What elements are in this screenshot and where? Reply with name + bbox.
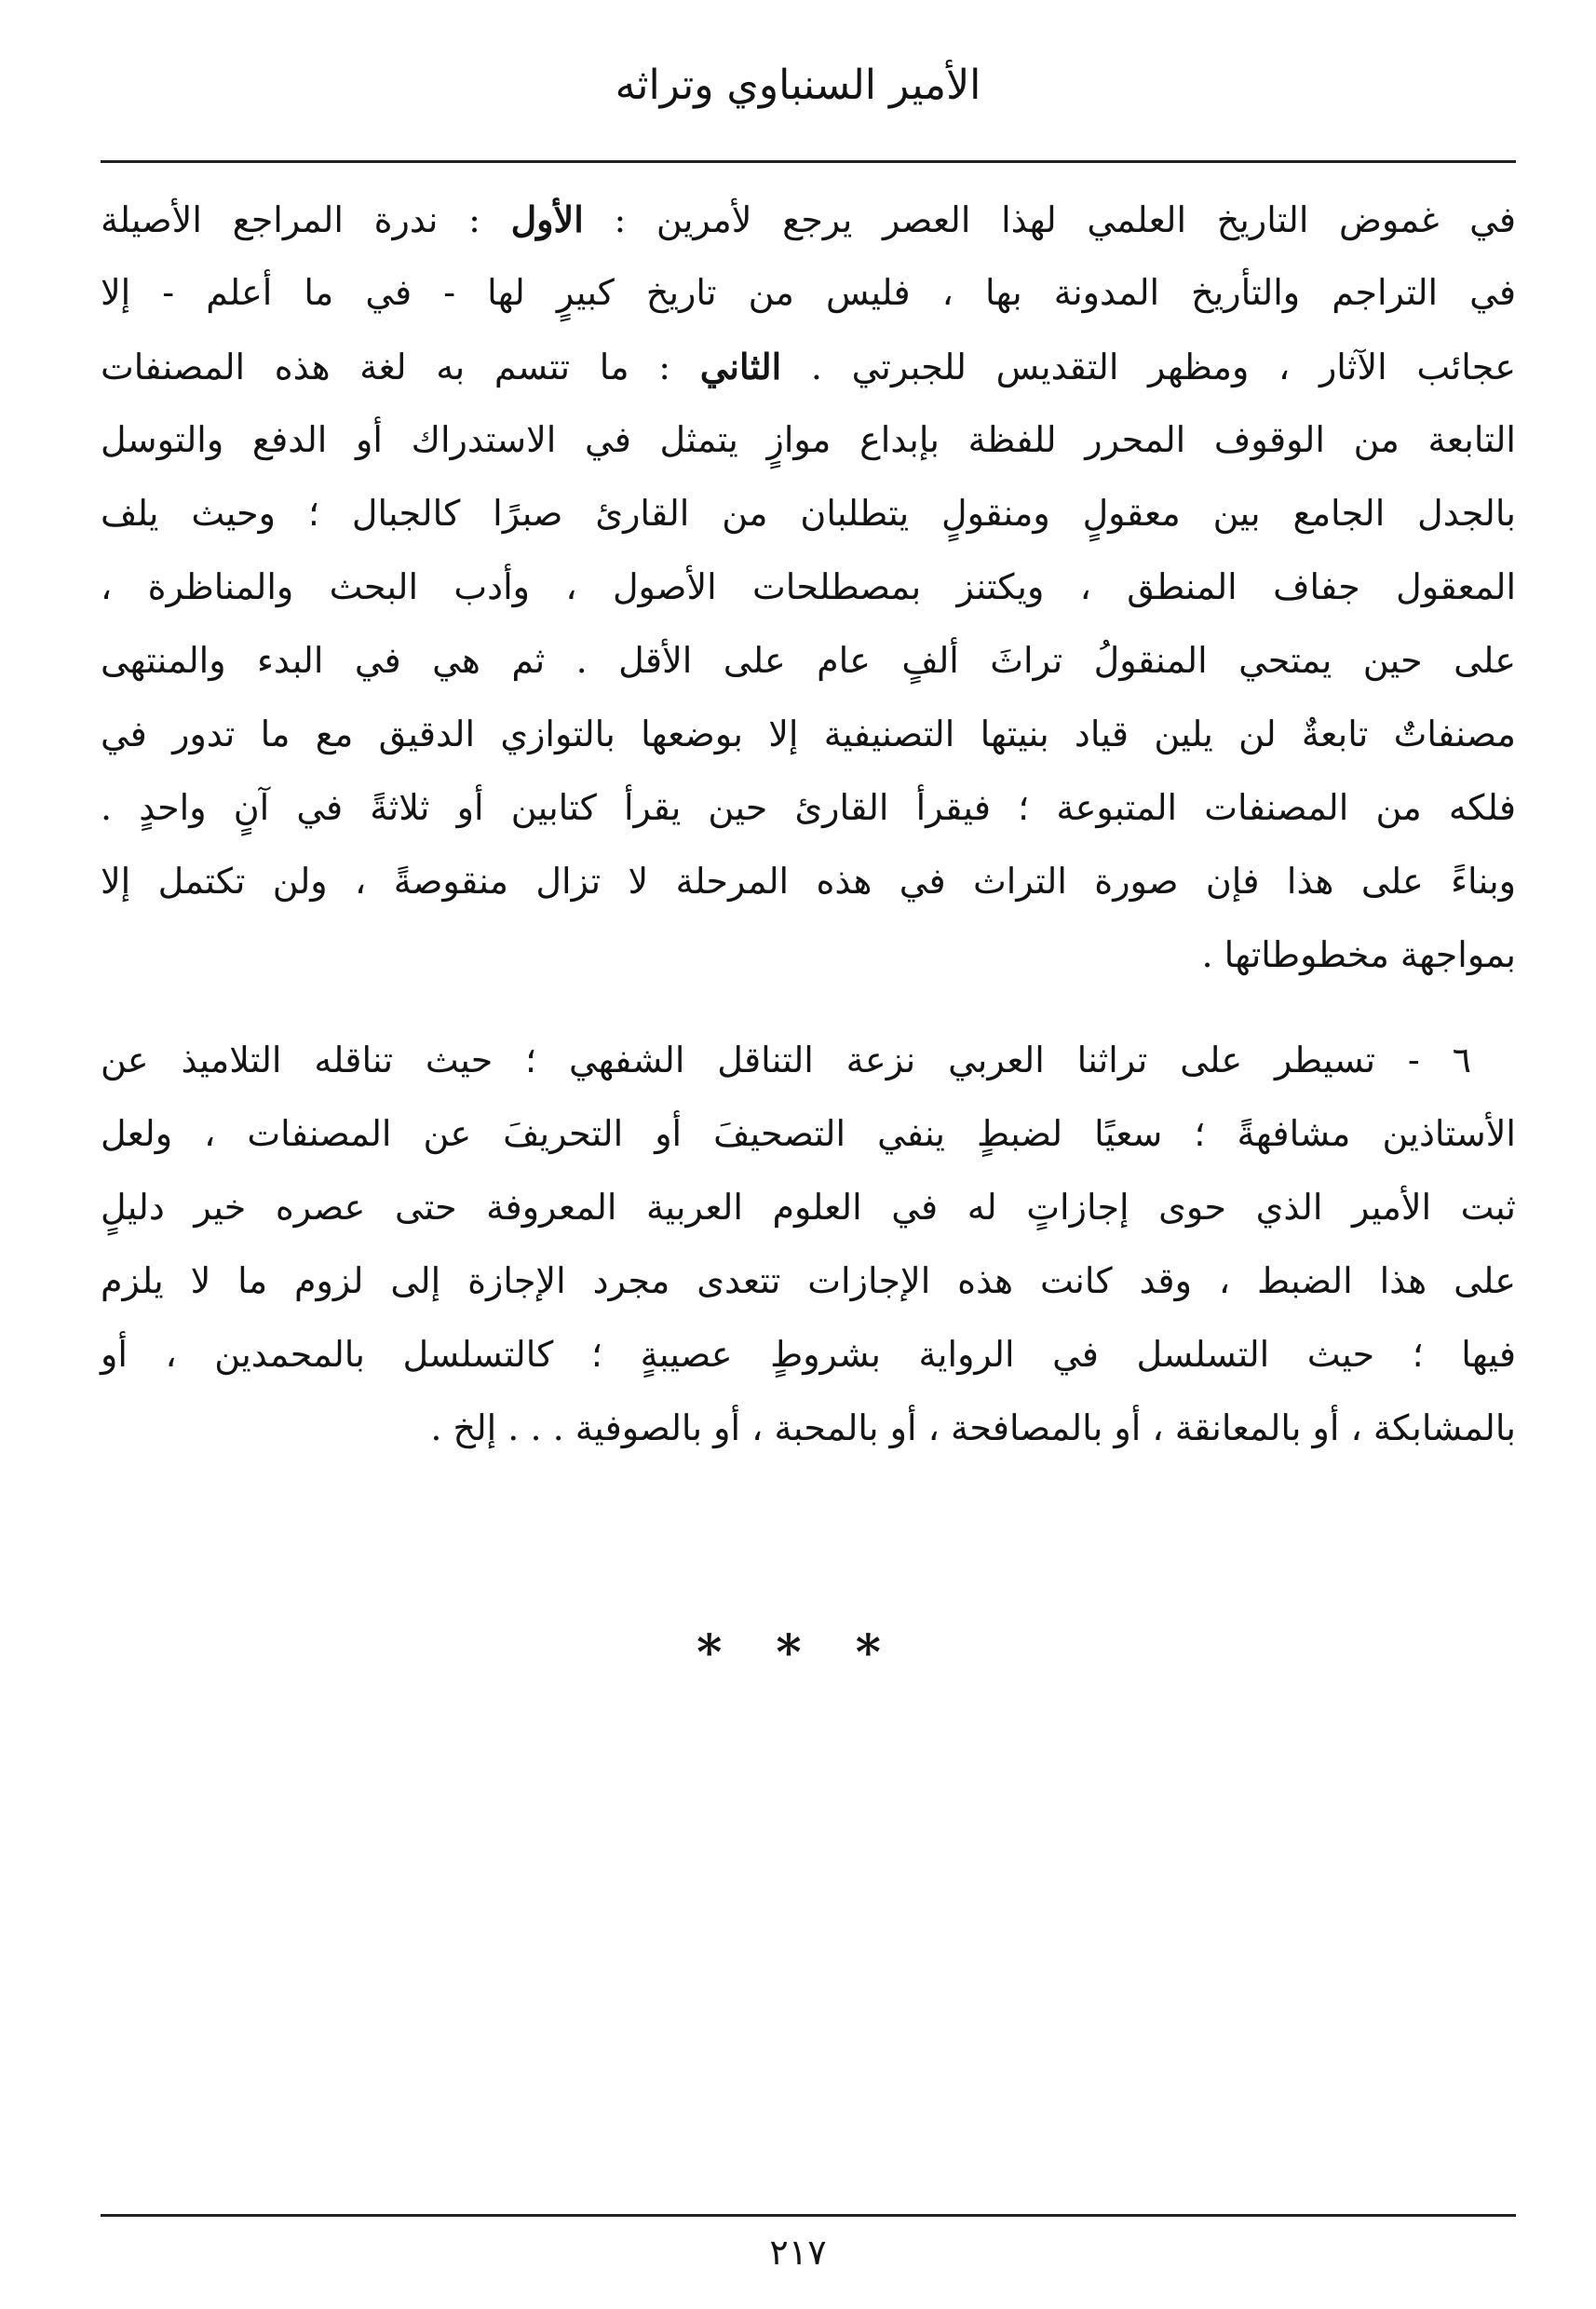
header-rule [101, 160, 1516, 163]
bold-term-second: الثاني [699, 346, 782, 387]
footer-rule [101, 2214, 1516, 2217]
paragraph-2 [101, 1024, 1516, 1465]
text-line: ثبت الأمير الذي حوى إجازاتٍ له في العلوم العربية المعروفة حتى عصره خير دليلٍ [101, 1187, 1516, 1228]
bold-term-first: الأول [510, 198, 584, 240]
text-line: التابعة من الوقوف المحرر للفظة بإبداع موازٍ يتمثل في الاستدراك أو الدفع والتوسل [101, 419, 1516, 460]
text-line: فلكه من المصنفات المتبوعة ؛ فيقرأ القارئ حين يقرأ كتابين أو ثلاثةً في آنٍ واحدٍ . [101, 787, 1516, 828]
text-line [101, 183, 1516, 256]
text-line: وبناءً على هذا فإن صورة التراث في هذه المرحلة لا تزال منقوصةً ، ولن تكتمل إلا [101, 861, 1516, 902]
text-line: ٦ - تسيطر على تراثنا العربي نزعة التناقل الشفهي ؛ حيث تناقله التلاميذ عن [101, 1039, 1471, 1080]
text-run: : ما تتسم به لغة هذه المصنفات [101, 346, 700, 387]
text-line: مصنفاتٌ تابعةٌ لن يلين قياد بنيتها التصنيفية إلا بوضعها بالتوازي الدقيق مع ما تدور في [101, 713, 1516, 754]
text-run: : ندرة المراجع الأصيلة [101, 199, 511, 240]
paragraph-spacer [101, 992, 1516, 1024]
section-break-asterisks: * * * [697, 1624, 899, 1681]
paragraph-1 [101, 183, 1516, 992]
page-number: ٢١٧ [769, 2232, 827, 2273]
text-line [101, 330, 1516, 403]
page-body [101, 183, 1516, 1465]
text-line: على حين يمتحي المنقولُ تراثَ ألفٍ عام على الأقل . ثم هي في البدء والمنتهى [101, 640, 1516, 681]
text-line: الأستاذين مشافهةً ؛ سعيًا لضبطٍ ينفي التصحيفَ أو التحريفَ عن المصنفات ، ولعل [101, 1113, 1516, 1154]
text-line: بالمشابكة ، أو بالمعانقة ، أو بالمصافحة ، أو بالمحبة ، أو بالصوفية . . . إلخ . [430, 1407, 1516, 1448]
text-line: على هذا الضبط ، وقد كانت هذه الإجازات تتعدى مجرد الإجازة إلى لزوم ما لا يلزم [101, 1260, 1516, 1301]
running-title: الأمير السنباوي وتراثه [615, 61, 981, 109]
text-line: بالجدل الجامع بين معقولٍ ومنقولٍ يتطلبان من القارئ صبرًا كالجبال ؛ وحيث يلف [101, 493, 1516, 534]
text-run: في غموض التاريخ العلمي لهذا العصر يرجع لأمرين : [583, 199, 1516, 240]
text-run: عجائب الآثار ، ومظهر التقديس للجبرتي . [781, 346, 1517, 387]
text-line: في التراجم والتأريخ المدونة بها ، فليس من تاريخ كبيرٍ لها - في ما أعلم - إلا [101, 272, 1516, 313]
text-line: المعقول جفاف المنطق ، ويكتنز بمصطلحات الأصول ، وأدب البحث والمناظرة ، [101, 566, 1516, 607]
text-line: بمواجهة مخطوطاتها . [1201, 934, 1516, 975]
text-line: فيها ؛ حيث التسلسل في الرواية بشروطٍ عصيبةٍ ؛ كالتسلسل بالمحمدين ، أو [101, 1334, 1516, 1375]
